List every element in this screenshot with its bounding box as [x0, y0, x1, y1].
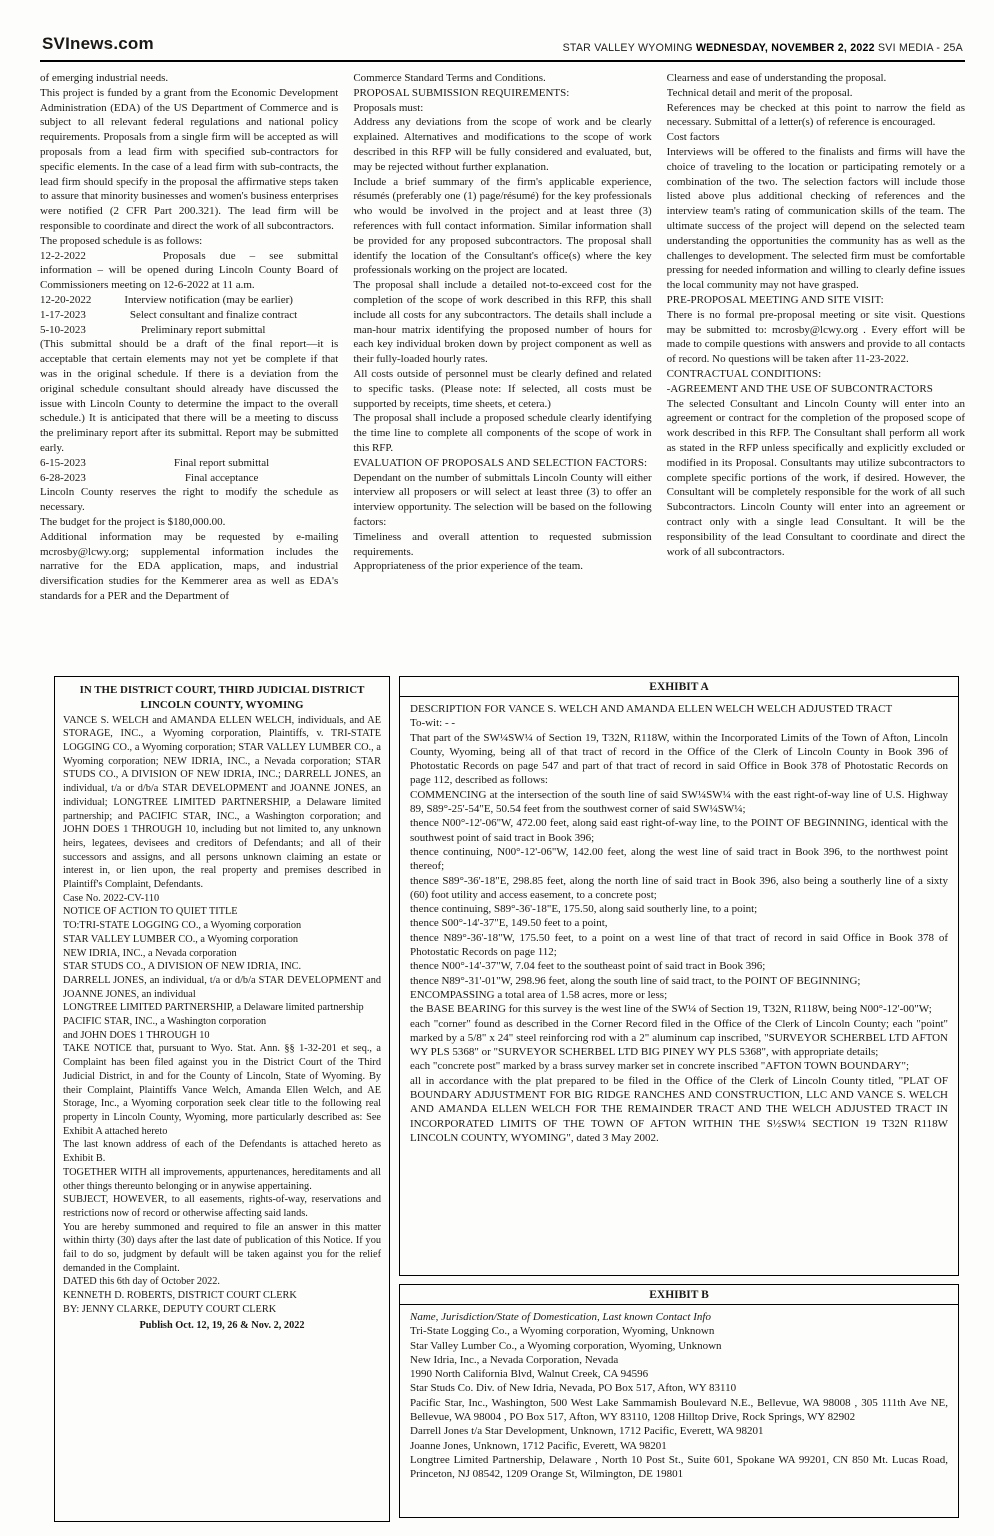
paragraph: STAR VALLEY LUMBER CO., a Wyoming corporation — [63, 933, 298, 945]
paragraph: COMMENCING at the intersection of the south line of said SW¼SW¼ with the east right-of-way line of U.S. Highway 89, S89°-25'-54"E, 50.54 feet from the southwest corner of said SW¼SW¼; — [410, 788, 948, 816]
legal-notices-section — [54, 676, 959, 1522]
paragraph: 1990 North California Blvd, Walnut Creek, CA 94596 — [410, 1368, 649, 1381]
paragraph: 12-2-2022 Proposals due – see submittal information – will be opened during Lincoln County Board of Commissioners meeting on 12-6-2022 at 11 a.m. — [40, 249, 339, 292]
exhibit-a-box — [399, 676, 959, 1276]
masthead — [40, 30, 965, 62]
paragraph: The proposal shall include a detailed not-to-exceed cost for the completion of the scope of work described in this RFP, this shall include all costs for any subcontractors. The details shall include a man-hour matrix identifying the proposed number of hours for each key individual broken down by project component as well as their fully-loaded hourly rates. — [353, 279, 652, 366]
paragraph: Technical detail and merit of the proposal. — [666, 86, 853, 99]
paragraph: 6-28-2023 Final acceptance — [40, 471, 259, 484]
paragraph: 1-17-2023 Select consultant and finalize contract — [40, 308, 298, 321]
court-notice-box — [54, 676, 390, 1522]
paragraph: each "corner" found as described in the Corner Record filed in the Office of the Clerk of Lincoln County; each "point" marked by a 5/8" x 24" steel reinforcing rod with a 2" aluminum cap inscribed, "SURVEYOR SCHERBEL LTD AFTON WY PLS 5368" or "SURVEYOR SCHERBEL LTD BIG PINEY WY PLS 5368", with appropriate details; — [410, 1017, 948, 1059]
rfp-notice-section — [40, 62, 965, 664]
paragraph: DATED this 6th day of October 2022. — [63, 1276, 221, 1288]
paragraph: References may be checked at this point to narrow the field as necessary. Submittal of a letter(s) of reference is encouraged. — [666, 101, 965, 129]
rfp-column-2 — [353, 71, 651, 664]
paragraph: Dependant on the number of submittals Lincoln County will either interview all proposers or will select at least three (3) to offer an interview opportunity. The selection will be based on the following factors: — [353, 471, 652, 528]
paragraph: thence N89°-36'-18"W, 175.50 feet, to a point on a west line of that tract of record in said Office in Book 378 of Photostatic Records on page 112; — [410, 931, 948, 959]
paragraph: thence N00°-14'-37"W, 7.04 feet to the southeast point of said tract in Book 396; — [410, 960, 766, 973]
paragraph: New Idria, Inc., a Nevada Corporation, Nevada — [410, 1353, 619, 1366]
paragraph: Clearness and ease of understanding the proposal. — [666, 72, 887, 84]
paragraph: VANCE S. WELCH and AMANDA ELLEN WELCH, individuals, and AE STORAGE, INC., a Wyoming corporation, Plaintiffs, v. TRI-STATE LOGGING CO., a Wyoming corporation; STAR VALLEY LUMBER CO., a Wyoming corporation; NEW IDRIA, INC., a Nevada corporation; STAR STUDS CO., A DIVISION OF NEW IDRIA, INC.; DARRELL JONES, an individual, t/a or d/b/a STAR DEVELOPMENT and JOANNE JONES, an individual; LONGTREE LIMITED PARTNERSHIP, a Delaware limited partnership; and PACIFIC STAR, INC., a Washington corporation; and JOHN DOES 1 THROUGH 10, including but not limited to, any unknown heirs, legatees, devisees and creditors of Defendants; and all of their successors and assigns, and all persons unknown claiming an estate or interest in, or lien upon, the real property and premises described in Plaintiff's Complaint, Defendants. — [63, 714, 381, 891]
paragraph: You are hereby summoned and required to file an answer in this matter within thirty (30) days after the last date of publication of this Notice. If you fail to do so, judgment by default will be taken against you for the relief demanded in the Complaint. — [63, 1221, 381, 1274]
masthead-info — [563, 42, 963, 54]
paragraph: STAR STUDS CO., A DIVISION OF NEW IDRIA, INC. — [63, 961, 302, 973]
paragraph: BY: JENNY CLARKE, DEPUTY COURT CLERK — [63, 1303, 277, 1315]
paragraph: That part of the SW¼SW¼ of Section 19, T32N, R118W, within the Incorporated Limits of the Town of Afton, Lincoln County, Wyoming, being all of that tract of record in the Office of the Clerk of Lincoln County in Book 396 of Photostatic Records on page 547 and part of that tract of record in said Office in Book 378 of Photostatic Records on page 112, described as follows: — [410, 731, 948, 787]
court-notice-title-line-1: IN THE DISTRICT COURT, THIRD JUDICIAL DISTRICT — [79, 684, 365, 696]
paragraph: Case No. 2022-CV-110 — [63, 892, 160, 904]
exhibit-a-title: EXHIBIT A — [400, 677, 958, 697]
publish-dates: Publish Oct. 12, 19, 26 & Nov. 2, 2022 — [139, 1319, 305, 1331]
paragraph: Darrell Jones t/a Star Development, Unknown, 1712 Pacific, Everett, WA 98201 — [410, 1425, 764, 1438]
exhibit-b-column-headers: Name, Jurisdiction/State of Domestication, Last known Contact Info — [410, 1311, 711, 1323]
exhibit-b-body — [410, 1310, 948, 1482]
exhibit-b-title: EXHIBIT B — [400, 1285, 958, 1305]
paragraph: There is no formal pre-proposal meeting or site visit. Questions may be submitted to: mcrosby@lcwy.org . Every effort will be made to compile questions with answers and provide to all contacts of record. No questions will be taken after 11-23-2022. — [666, 308, 965, 366]
paragraph: and JOHN DOES 1 THROUGH 10 — [63, 1029, 210, 1041]
paragraph: Star Studs Co. Div. of New Idria, Nevada, PO Box 517, Afton, WY 83110 — [410, 1382, 737, 1395]
paragraph: NOTICE OF ACTION TO QUIET TITLE — [63, 906, 238, 918]
paragraph: all in accordance with the plat prepared to be filed in the Office of the Clerk of Lincoln County titled, "PLAT OF BOUNDARY ADJUSTMENT FOR BIG RIDGE RANCHES AND CONSTRUCTION, LLC AND VANCE S. WELCH AND AMANDA ELLEN WELCH FOR THE REMAINDER TRACT AND THE WELCH ADJUSTED TRACT IN INCORPORATED LIMITS OF THE TOWN OF AFTON WITHIN THE S½SW¼ SECTION 19 T32N R118W LINCOLN COUNTY, WYOMING", dated 3 May 2002. — [410, 1074, 948, 1144]
paragraph: thence S89°-36'-18"E, 298.85 feet, along the north line of said tract in Book 396, also being a southerly line of a sixty (60) foot utility and access easement, to a concrete post; — [410, 874, 948, 901]
exhibit-a-body — [410, 702, 948, 1145]
paragraph: of emerging industrial needs. — [40, 72, 169, 84]
paragraph: thence N00°-12'-06"W, 472.00 feet, along said east right-of-way line, to the POINT OF BEGINNING, identical with the southwest point of said tract in Book 396; — [410, 817, 948, 844]
court-notice-body — [63, 714, 381, 1333]
paragraph: PACIFIC STAR, INC., a Washington corporation — [63, 1016, 267, 1028]
paragraph: To-wit: - - — [410, 717, 456, 730]
paragraph: thence N89°-31'-01"W, 298.96 feet, along the south line of said tract, to the POINT OF BEGINNING; — [410, 974, 861, 987]
paragraph: TAKE NOTICE that, pursuant to Wyo. Stat. Ann. §§ 1-32-201 et seq., a Complaint has been filed against you in the District Court of the Third Judicial District, in and for the County of Lincoln, State of Wyoming. By their Complaint, Plaintiffs Vance Welch, Amanda Ellen Welch, and AE Storage, Inc., a Wyoming corporation seek clear title to the following real property in Lincoln County, Wyoming, more particularly described as: See Exhibit A attached hereto — [63, 1043, 381, 1137]
paragraph: KENNETH D. ROBERTS, DISTRICT COURT CLERK — [63, 1290, 297, 1302]
paragraph: Timeliness and overall attention to requested submission requirements. — [353, 530, 652, 558]
paragraph: All costs outside of personnel must be clearly defined and related to specific tasks. (Please note: If selected, all costs must be supported by receipts, time sheets, et cetera.) — [353, 367, 652, 410]
paragraph: DESCRIPTION FOR VANCE S. WELCH AND AMANDA ELLEN WELCH WELCH ADJUSTED TRACT — [410, 703, 893, 715]
site-name: SVInews.com — [42, 34, 154, 53]
paragraph: The proposal shall include a proposed schedule clearly identifying the time line to complete all components of the scope of work in this RFP. — [353, 412, 652, 454]
paragraph: Include a brief summary of the firm's applicable experience, résumés (preferably one (1) page/résumé) for the key professionals who would be involved in the project and at least three (3) references with full contact information. Similar information shall be provided for any proposed subcontractors. The proposal shall identify the location of the Consultant's office(s) where the key professionals working on the project are located. — [353, 175, 652, 277]
exhibit-b-box — [399, 1284, 959, 1518]
paragraph: Lincoln County reserves the right to modify the schedule as necessary. — [40, 486, 339, 514]
paragraph: Cost factors — [666, 131, 720, 144]
paragraph: LONGTREE LIMITED PARTNERSHIP, a Delaware limited partnership — [63, 1002, 364, 1014]
paragraph: PRE-PROPOSAL MEETING AND SITE VISIT: — [666, 293, 884, 306]
paragraph: the BASE BEARING for this survey is the west line of the SW¼ of Section 19, T32N, R118W, being N00°-12'-00"W; — [410, 1003, 932, 1016]
rfp-column-1 — [40, 71, 338, 664]
paragraph: Star Valley Lumber Co., a Wyoming corporation, Wyoming, Unknown — [410, 1339, 722, 1352]
exhibits-column — [399, 676, 959, 1522]
paragraph: Proposals must: — [353, 101, 424, 114]
paragraph: DARRELL JONES, an individual, t/a or d/b/a STAR DEVELOPMENT and JOANNE JONES, an individual — [63, 974, 381, 1000]
paragraph: TO:TRI-STATE LOGGING CO., a Wyoming corporation — [63, 920, 302, 932]
paragraph: thence continuing, S89°-36'-18"E, 175.50, along said southerly line, to a point; — [410, 903, 758, 916]
paragraph: (This submittal should be a draft of the final report—it is acceptable that certain elements may not yet be complete if that was in the original schedule. If there is a deviation from the original schedule consultant should already have discussed the issue with Lincoln County to determine the impact to the overall schedule.) It is anticipated that there will be a meeting to discuss the preliminary report after its submittal. Report may be submitted early. — [40, 338, 339, 454]
rfp-column-3 — [667, 71, 965, 664]
paragraph: PROPOSAL SUBMISSION REQUIREMENTS: — [353, 86, 570, 99]
paragraph: The selected Consultant and Lincoln County will enter into an agreement or contract for the completion of the proposed scope of work described in this RFP. The Consultant shall perform all work as stated in the RFP unless specifically and explicitly excluded or modified in its Proposal. Consultants may utilize subcontractors to complete specific portions of the work, if desired. However, the Consultant will be completely responsible for the work of all such Subcontractors. Lincoln County will enter into an agreement or contract only with a single lead Consultant. It will be the responsibility of the lead Consultant to coordinate and direct the work of all subcontractors. — [666, 397, 965, 558]
paragraph: SUBJECT, HOWEVER, to all easements, rights-of-way, reservations and restrictions now of record or otherwise affecting said lands. — [63, 1194, 381, 1219]
paragraph: Additional information may be requested by e-mailing mcrosby@lcwy.org; supplemental information includes the narrative for the EDA application, maps, and industrial diversification studies for the Kemmerer area as well as EDA's standards for a PER and the Department of — [40, 530, 339, 602]
paragraph: ENCOMPASSING a total area of 1.58 acres, more or less; — [410, 988, 668, 1001]
paragraph: thence S00°-14'-37"E, 149.50 feet to a point, — [410, 917, 608, 930]
paragraph: Longtree Limited Partnership, Delaware , North 10 Post St., Suite 601, Spokane WA 99201, CN 850 Mt. Lucas Road, Princeton, NJ 08542, 1209 Orange St, Wilmington, DE 19801 — [410, 1453, 948, 1481]
paragraph: 6-15-2023 Final report submittal — [40, 456, 270, 469]
paragraph: Joanne Jones, Unknown, 1712 Pacific, Everett, WA 98201 — [410, 1439, 667, 1452]
paragraph: 12-20-2022 Interview notification (may be earlier) — [40, 293, 293, 306]
paragraph: -AGREEMENT AND THE USE OF SUBCONTRACTORS — [666, 382, 933, 395]
court-notice-title-line-2: LINCOLN COUNTY, WYOMING — [140, 698, 304, 711]
paragraph: Tri-State Logging Co., a Wyoming corporation, Wyoming, Unknown — [410, 1325, 715, 1338]
masthead-location: STAR VALLEY WYOMING — [562, 42, 696, 54]
paragraph: This project is funded by a grant from the Economic Development Administration (EDA) of the US Department of Commerce and is subject to all relevant federal regulations and national policy requirements. Proposals from a single firm will be accepted as will proposals from a lead firm with specified sub-contractors for specific elements. In the case of a lead firm with sub-contracts, the lead firm should specify in the proposal the affirmative steps taken to assure that minority businesses and women's business enterprises were notified (2 CFR Part 200.321). The lead firm will be responsible to coordinate and direct the work of all subcontractors. — [40, 86, 339, 232]
masthead-date: WEDNESDAY, NOVEMBER 2, 2022 — [695, 42, 875, 54]
paragraph: Appropriateness of the prior experience of the team. — [353, 560, 584, 573]
paragraph: The budget for the project is $180,000.00. — [40, 515, 226, 528]
paragraph: Commerce Standard Terms and Conditions. — [353, 72, 546, 84]
paragraph: The proposed schedule is as follows: — [40, 234, 203, 247]
paragraph: TOGETHER WITH all improvements, appurtenances, hereditaments and all other things thereunto belonging or in anywise appertaining. — [63, 1166, 381, 1192]
paragraph: NEW IDRIA, INC., a Nevada corporation — [63, 947, 237, 959]
paragraph: thence continuing, N00°-12'-06"W, 142.00 feet, along the west line of said tract in Book 396, to the northwest point thereof; — [410, 845, 948, 873]
masthead-edition: SVI MEDIA - 25A — [874, 42, 963, 54]
paragraph: The last known address of each of the Defendants is attached hereto as Exhibit B. — [63, 1139, 381, 1165]
paragraph: Interviews will be offered to the finalists and firms will have the choice of traveling to the location or participating remotely or a combination of the two. The selection factors will include those listed above plus additional checking of references and the interview team's rating of communication skills of the team. The ultimate success of the project will depend on the selected team understanding the opportunities the community has as well as the challenges to development. The selected firm must be comfortable pressing for needed information and willing to clearly define issues the local community may not have grasped. — [666, 145, 965, 292]
paragraph: Pacific Star, Inc., Washington, 500 West Lake Sammamish Boulevard N.E., Bellevue, WA 98008 , 305 111th Ave NE, Bellevue, WA 98004 , PO Box 517, Afton, WY 83110, 1208 Hilltop Drive, Rock Springs, WY 82902 — [410, 1396, 948, 1424]
paragraph: CONTRACTUAL CONDITIONS: — [666, 367, 822, 380]
paragraph: 5-10-2023 Preliminary report submittal — [40, 323, 266, 336]
paragraph: each "concrete post" marked by a brass survey marker set in concrete inscribed "AFTON TOWN BOUNDARY"; — [410, 1060, 910, 1073]
paragraph: EVALUATION OF PROPOSALS AND SELECTION FACTORS: — [353, 456, 648, 469]
paragraph: Address any deviations from the scope of work and be clearly explained. Alternatives and modifications to the scope of work described in this RFP will be fully considered and evaluated, but, may be rejected without further explanation. — [353, 116, 652, 173]
